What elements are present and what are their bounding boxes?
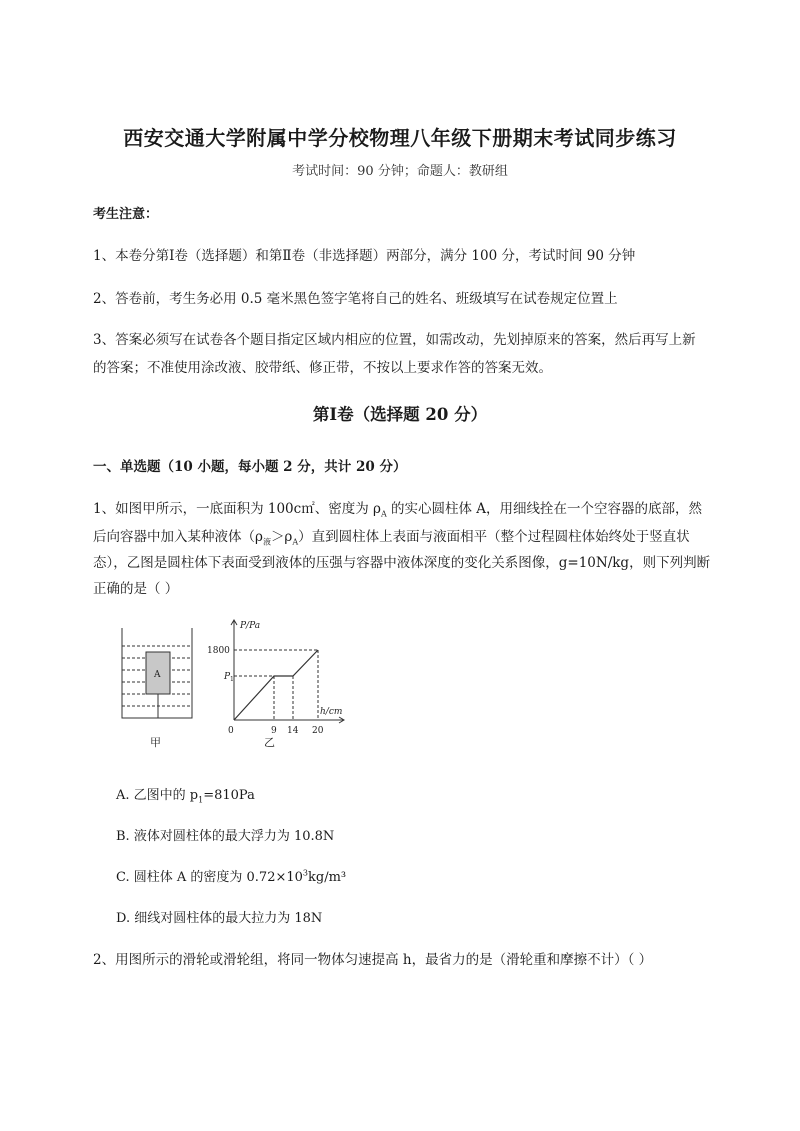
- question-group-heading: 一、单选题（10 小题，每小题 2 分，共计 20 分）: [93, 459, 407, 475]
- question-1-figure: [112, 612, 352, 752]
- question-1-line-2: [93, 525, 690, 548]
- x-tick-20: 20: [312, 726, 324, 736]
- question-1-line-4: 正确的是（ ）: [93, 581, 179, 597]
- exam-info: 考试时间：90 分钟；命题人：教研组: [292, 164, 508, 179]
- notice-heading: 考生注意：: [93, 207, 159, 222]
- page-title: 西安交通大学附属中学分校物理八年级下册期末考试同步练习: [123, 126, 677, 150]
- figure-caption-right: 乙: [264, 736, 275, 749]
- x-tick-9: 9: [271, 726, 277, 736]
- notice-item-3-cont: 的答案；不准使用涂改液、胶带纸、修正带，不按以上要求作答的答案无效。: [93, 360, 552, 376]
- y-tick-p1-sub: 1: [230, 676, 234, 683]
- notice-item-1: 1、本卷分第Ⅰ卷（选择题）和第Ⅱ卷（非选择题）两部分，满分 100 分，考试时间 90 分钟: [93, 248, 636, 264]
- y-tick-1800: 1800: [207, 646, 230, 656]
- subscript: A: [380, 509, 387, 519]
- notice-item-3: 3、答案必须写在试卷各个题目指定区域内相应的位置，如需改动，先划掉原来的答案，然后再写上新: [93, 332, 696, 348]
- subscript: A: [292, 537, 299, 547]
- notice-item-2: 2、答卷前，考生务必用 0.5 毫米黑色签字笔将自己的姓名、班级填写在试卷规定位置上: [93, 291, 618, 307]
- option-text: A. 乙图中的 p: [116, 788, 199, 803]
- subscript: 液: [262, 537, 271, 547]
- question-1-line-3: 态），乙图是圆柱体下表面受到液体的压强与容器中液体深度的变化关系图像，g=10N/kg，则下列判断: [93, 555, 711, 571]
- q1-text: ＞ρ: [270, 529, 293, 545]
- pressure-curve: [234, 650, 318, 720]
- x-tick-14: 14: [287, 726, 299, 736]
- option-text: C. 圆柱体 A 的密度为 0.72×10: [116, 870, 303, 885]
- y-tick-p1: P: [224, 672, 231, 682]
- option-d[interactable]: D. 细线对圆柱体的最大拉力为 18N: [116, 911, 323, 926]
- x-tick-0: 0: [228, 726, 234, 736]
- x-axis-label: h/cm: [320, 707, 343, 717]
- section-title: 第Ⅰ卷（选择题 20 分）: [312, 405, 488, 424]
- option-b[interactable]: B. 液体对圆柱体的最大浮力为 10.8N: [116, 829, 335, 844]
- q1-text: 的实心圆柱体 A，用细线拴在一个空容器的底部，然: [386, 501, 703, 517]
- q1-text: 后向容器中加入某种液体（ρ: [93, 529, 263, 545]
- q1-text: ）直到圆柱体上表面与液面相平（整个过程圆柱体始终处于竖直状: [298, 529, 690, 545]
- superscript: 3: [302, 868, 309, 878]
- question-2: 2、用图所示的滑轮或滑轮组，将同一物体匀速提高 h，最省力的是（滑轮重和摩擦不计）（ ）: [93, 952, 653, 968]
- question-1-line-1: [93, 497, 702, 519]
- subscript: 1: [198, 795, 204, 805]
- option-text: =810Pa: [203, 788, 255, 803]
- cylinder-label: A: [154, 670, 161, 680]
- q1-text: 1、如图甲所示，一底面积为 100c㎡、密度为 ρ: [93, 501, 381, 517]
- option-text: kg/m³: [308, 870, 347, 885]
- figure-caption-left: 甲: [150, 736, 161, 749]
- option-c[interactable]: [116, 866, 346, 885]
- y-axis-label: P/Pa: [240, 621, 261, 631]
- option-a[interactable]: [116, 784, 255, 805]
